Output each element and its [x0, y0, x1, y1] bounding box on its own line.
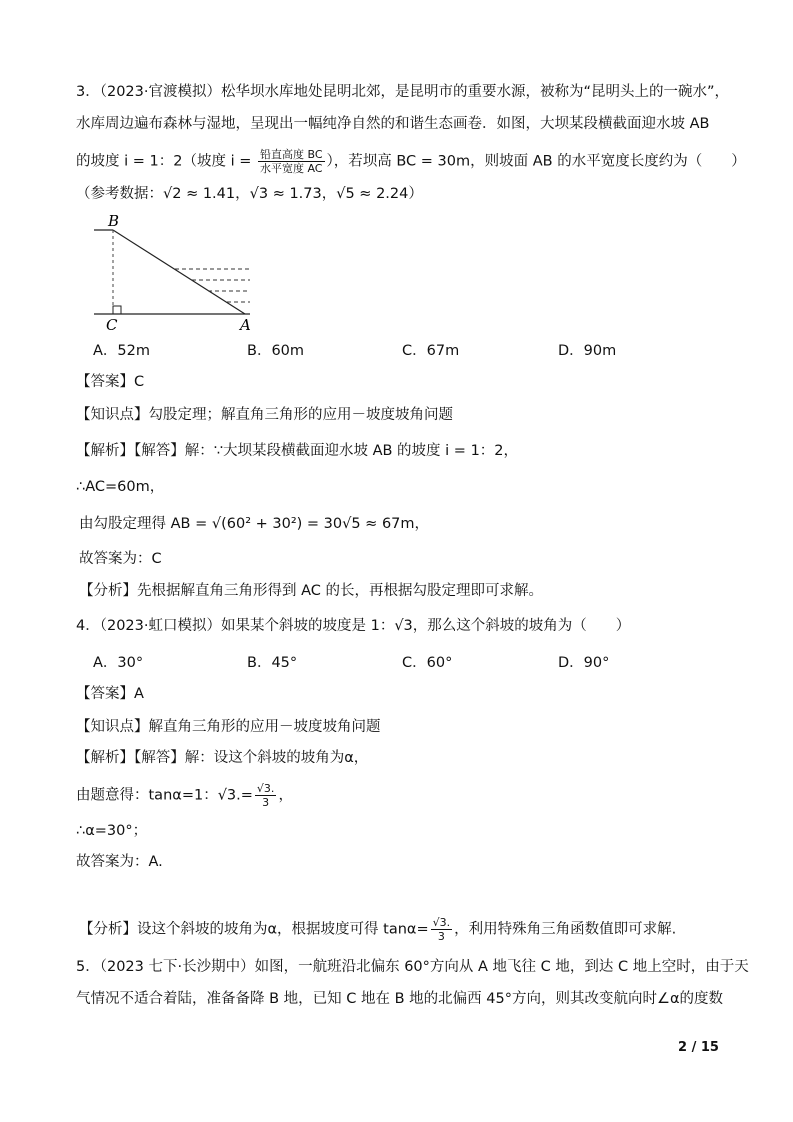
tan-fraction-numerator: √3. [256, 782, 275, 795]
q3-stem-line3 [76, 148, 746, 175]
q4-knowledge: 【知识点】解直角三角形的应用－坡度坡角问题 [76, 719, 381, 735]
point-b-label: B [108, 212, 120, 230]
q4-analysis-line2 [76, 782, 293, 809]
q3-analysis-line1: 【解析】【解答】解：∵大坝某段横截面迎水坡 AB 的坡度 i = 1：2， [76, 443, 519, 459]
q4-analysis-line5 [79, 916, 676, 943]
q3-knowledge: 【知识点】勾股定理；解直角三角形的应用－坡度坡角问题 [76, 407, 453, 423]
q3-analysis-line4: 故答案为：C [79, 551, 162, 567]
q3-analysis-line5: 【分析】先根据解直角三角形得到 AC 的长，再根据勾股定理即可求解。 [79, 583, 544, 599]
tan-fraction-denominator: 3 [262, 796, 270, 809]
q4-analysis-line4: 故答案为：A. [76, 854, 163, 870]
point-c-label: C [106, 316, 118, 334]
q4-option-d: D．90° [558, 655, 610, 671]
q3-option-b: B．60m [247, 343, 305, 359]
q3-stem-line3-pre: 的坡度 i = 1：2（坡度 i = [76, 153, 256, 170]
q4-analysis-line3: ∴α=30°； [76, 823, 148, 839]
q4-option-b: B．45° [247, 655, 298, 671]
tan-fraction-2-numerator: √3. [432, 916, 451, 929]
q5-stem-line1: 5．（2023 七下·长沙期中）如图，一航班沿北偏东 60°方向从 A 地飞往 C 地，到达 C 地上空时，由于天 [76, 959, 749, 975]
q3-option-d: D．90m [558, 343, 617, 359]
q5-stem-line2: 气情况不适合着陆，准备备降 B 地，已知 C 地在 B 地的北偏西 45°方向，则其改变航向时∠α的度数 [76, 991, 724, 1007]
right-angle-mark [113, 306, 121, 314]
q3-answer: 【答案】C [76, 374, 145, 390]
q3-analysis-line3: 由勾股定理得 AB = √(60² + 30²) = 30√5 ≈ 67m， [79, 516, 430, 532]
q3-stem-line2: 水库周边遍布森林与湿地，呈现出一幅纯净自然的和谐生态画卷．如图，大坝某段横截面迎水坡 AB [76, 116, 710, 132]
slope-fraction [258, 148, 325, 175]
q4-stem: 4．（2023·虹口模拟）如果某个斜坡的坡度是 1：√3，那么这个斜坡的坡角为（ ） [76, 618, 631, 634]
tan-fraction [255, 782, 277, 809]
q4-option-c: C．60° [402, 655, 453, 671]
q4-analysis-line2-post: ， [278, 787, 293, 804]
q3-reference-data: （参考数据：√2 ≈ 1.41，√3 ≈ 1.73，√5 ≈ 2.24） [76, 186, 423, 202]
q4-analysis-line5-pre: 【分析】设这个斜坡的坡角为α，根据坡度可得 tanα= [79, 921, 429, 938]
tan-fraction-2 [431, 916, 453, 943]
q3-stem-line1: 3．（2023·官渡模拟）松华坝水库地处昆明北郊，是昆明市的重要水源，被称为“昆明头上的一碗水”， [76, 84, 730, 100]
q3-stem-line3-post: ），若坝高 BC = 30m，则坡面 AB 的水平宽度长度约为（ ） [326, 153, 746, 170]
q3-analysis-line2: ∴AC=60m， [76, 479, 165, 495]
q4-analysis-line2-pre: 由题意得：tanα=1：√3.= [76, 787, 253, 804]
dam-cross-section-figure [90, 210, 265, 335]
slope-fraction-denominator: 水平宽度 AC [259, 162, 323, 175]
slope-fraction-numerator: 铅直高度 BC [259, 148, 323, 161]
q4-analysis-line1: 【解析】【解答】解：设这个斜坡的坡角为α， [76, 750, 369, 766]
point-a-label: A [240, 316, 251, 334]
q4-option-a: A．30° [93, 655, 144, 671]
slope-ab-line [113, 230, 245, 314]
page-number: 2 / 15 [678, 1040, 719, 1055]
tan-fraction-2-denominator: 3 [437, 930, 445, 943]
q3-option-a: A．52m [93, 343, 150, 359]
q4-analysis-line5-post: ，利用特殊角三角函数值即可求解. [454, 921, 677, 938]
q4-answer: 【答案】A [76, 686, 144, 702]
q3-option-c: C．67m [402, 343, 460, 359]
